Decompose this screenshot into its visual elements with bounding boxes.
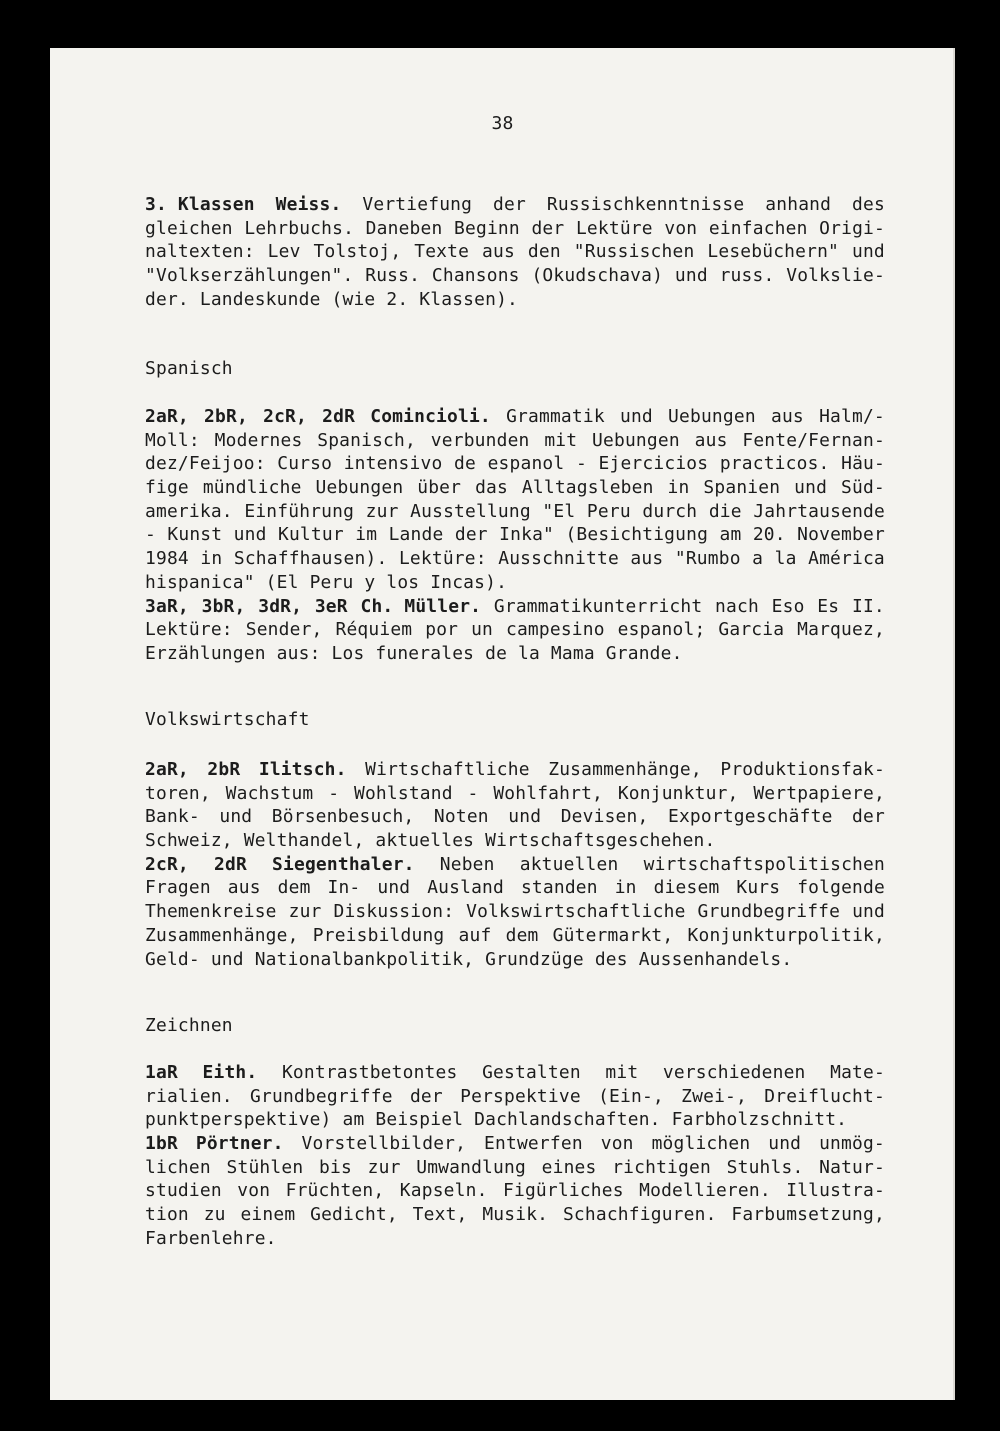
- class-label: 2aR,: [145, 406, 189, 427]
- class-label: 2cR,: [145, 853, 189, 875]
- section-heading-volkswirtschaft: Volkswirtschaft: [145, 709, 310, 730]
- teacher-name: Eith.: [202, 1062, 258, 1083]
- page-number: 38: [491, 113, 514, 134]
- class-label: 3aR,: [145, 595, 189, 617]
- volkswirtschaft-paragraph: 2aR, 2bR Ilitsch. Wirtschaftliche Zusammenhänge, Produktionsfak- toren, Wachstum - Wohlstand - Wohlfahrt, Konjunktur, Wertpapiere, Bank- und Börsenbesuch, Noten und Devisen, Exportgeschäfte der Schweiz, Welthandel, aktuelles Wirtschaftsgeschehen. 2cR, 2dR Siegenthaler. Neben aktuellen wirtschaftspolitischen Fragen aus dem In- und Ausland standen in diesem Kurs folgende Themenkreise zur Diskussion: Volkswirtschaftliche Grundbegriffe und Zusammenhänge, Preisbildung auf dem Gütermarkt, Konjunkturpolitik, Geld- und Nationalbankpolitik, Grundzüge des Aussenhandels.: [145, 759, 885, 970]
- teacher-name: Siegenthaler.: [272, 853, 415, 875]
- spanisch-paragraph: 2aR, 2bR, 2cR, 2dR Comincioli. Grammatik und Uebungen aus Halm/- Moll: Modernes Spanisch, verbunden mit Uebungen aus Fente/Fernan- dez/Feijoo: Curso intensivo de espanol - Ejercicios practicos. Häu- fige mündliche Uebungen über das Alltagsleben in Spanien und Süd- amerika. Einführung zur Ausstellung "El Peru durch die Jahrtausende - Kunst und Kultur im Lande der Inka" (Besichtigung am 20. November 1984 in Schaffhausen). Lektüre: Ausschnitte aus "Rumbo a la América hispanica" (El Peru y los Incas). 3aR, 3bR, 3dR, 3eR Ch. Müller. Grammatikunterricht nach Eso Es II. Lektüre: Sender, Réquiem por un campesino espanol; Garcia Marquez, Erzählungen aus: Los funerales de la Mama Grande.: [145, 406, 885, 664]
- scan-edge: [953, 48, 955, 1400]
- teacher-name: Ilitsch.: [258, 759, 347, 780]
- teacher-name: Weiss.: [275, 194, 342, 215]
- russian-paragraph: 3. Klassen Weiss. Vertiefung der Russischkenntnisse anhand des gleichen Lehrbuchs. Daneben Beginn der Lektüre von einfachen Origi- naltexten: Lev Tolstoj, Texte aus den "Russischen Lesebüchern" und "Volkserzählungen". Russ. Chansons (Okudschava) und russ. Volkslie- der. Landeskunde (wie 2. Klassen).: [145, 194, 885, 310]
- class-label: 1bR: [145, 1133, 178, 1155]
- class-label: 2aR,: [145, 759, 189, 780]
- class-label: 1aR: [145, 1062, 178, 1083]
- section-heading-zeichnen: Zeichnen: [145, 1015, 233, 1036]
- document-page: [50, 48, 955, 1400]
- section-heading-spanisch: Spanisch: [145, 358, 233, 379]
- teacher-name: Ch. Müller.: [360, 595, 482, 617]
- teacher-name: Pörtner.: [195, 1133, 284, 1155]
- teacher-name: Comincioli.: [370, 406, 491, 427]
- class-label: 3. Klassen: [145, 194, 255, 215]
- zeichnen-paragraph: 1aR Eith. Kontrastbetontes Gestalten mit verschiedenen Mate- rialien. Grundbegriffe der Perspektive (Ein-, Zwei-, Dreiflucht- punktperspektive) am Beispiel Dachlandschaften. Farbholzschnitt. 1bR Pörtner. Vorstellbilder, Entwerfen von möglichen und unmög- lichen Stühlen bis zur Umwandlung eines richtigen Stuhls. Natur- studien von Früchten, Kapseln. Figürliches Modellieren. Illustra- tion zu einem Gedicht, Text, Musik. Schachfiguren. Farbumsetzung, Farbenlehre.: [145, 1062, 885, 1249]
